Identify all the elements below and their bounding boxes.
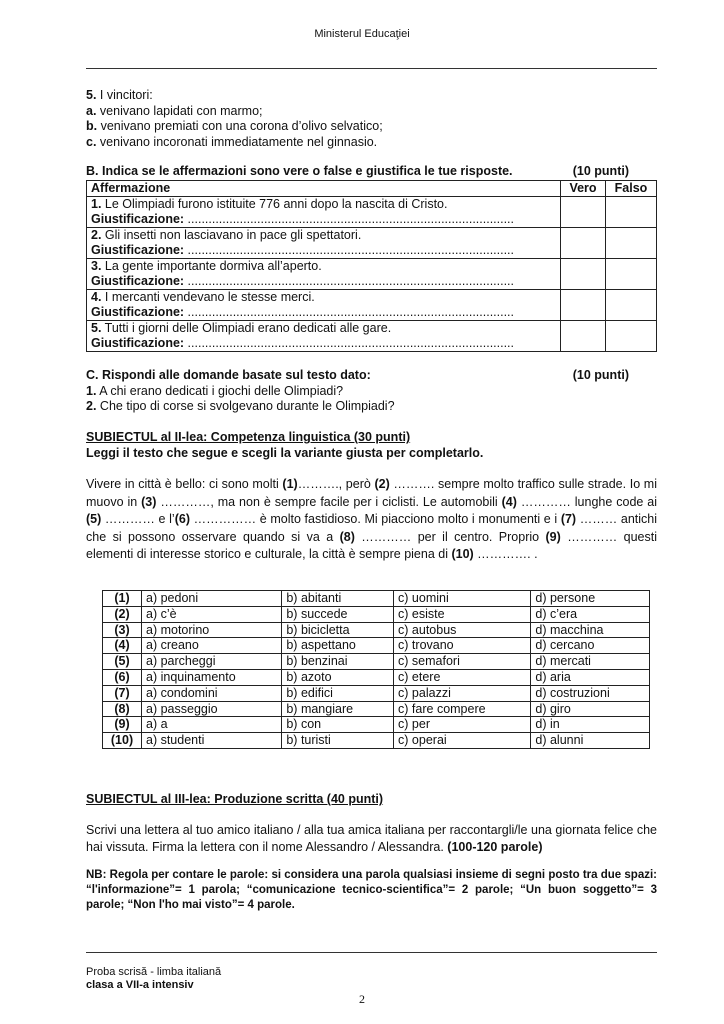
statement-text: I mercanti vendevano le stesse merci. [101, 289, 315, 304]
justification-label: Giustificazione: [91, 335, 185, 350]
statement-cell [87, 227, 561, 258]
table-row [103, 733, 650, 749]
question-number: 1. [86, 383, 97, 398]
q5-option [86, 119, 657, 135]
section-c [86, 368, 657, 415]
section-c-title: C. Rispondi alle domande basate sul testo dato: [86, 368, 371, 382]
falso-checkbox[interactable] [606, 258, 657, 289]
option-cell[interactable]: c) autobus [394, 622, 531, 638]
gap-label: (6) [103, 669, 142, 685]
option-cell[interactable]: c) operai [394, 733, 531, 749]
nb-note [86, 868, 657, 913]
col-affermazione: Affermazione [87, 180, 561, 196]
vero-checkbox[interactable] [561, 227, 606, 258]
vero-checkbox[interactable] [561, 289, 606, 320]
option-cell[interactable]: a) studenti [142, 733, 282, 749]
table-row [103, 717, 650, 733]
option-cell[interactable]: c) etere [394, 669, 531, 685]
subject-2-instruction: Leggi il testo che segue e scegli la variante giusta per completarlo. [86, 445, 484, 460]
statement-number: 1. [91, 196, 102, 211]
col-vero: Vero [561, 180, 606, 196]
statement-text: Gli insetti non lasciavano in pace gli spettatori. [101, 227, 362, 242]
justification-label: Giustificazione: [91, 304, 185, 319]
subject-3 [86, 792, 657, 913]
nb-label: NB: [86, 868, 107, 881]
gap-label: (2) [103, 606, 142, 622]
option-letter: b. [86, 119, 98, 133]
option-cell[interactable]: d) aria [531, 669, 650, 685]
option-cell[interactable]: d) mercati [531, 654, 650, 670]
footer-class: clasa a VII-a intensiv [86, 979, 194, 991]
col-falso: Falso [606, 180, 657, 196]
gap-number: (8) [339, 529, 355, 544]
option-cell[interactable]: b) con [282, 717, 394, 733]
text-fragment: …………… è molto fastidioso. Mi piacciono molto i monumenti e i [189, 512, 561, 526]
option-cell[interactable]: b) aspettano [282, 638, 394, 654]
question-text: Che tipo di corse si svolgevano durante le Olimpiadi? [96, 399, 395, 413]
table-row [103, 654, 650, 670]
justification-field[interactable] [91, 212, 556, 227]
table-row [87, 196, 657, 227]
question-item [86, 384, 657, 400]
justification-label: Giustificazione: [91, 242, 185, 257]
option-letter: c. [86, 134, 97, 149]
task-text: Scrivi una lettera al tuo amico italiano / alla tua amica italiana per raccontargli/le una giornata felice che hai vissuta. Firma la lettera con il nome Alessandro / Alessandra. [86, 822, 657, 854]
option-cell[interactable]: d) in [531, 717, 650, 733]
option-text: venivano premiati con una corona d’olivo selvatico; [97, 119, 383, 133]
option-cell[interactable]: a) creano [142, 638, 282, 654]
table-row [103, 591, 650, 607]
q5-option [86, 135, 657, 151]
gap-label: (9) [103, 717, 142, 733]
table-row [87, 320, 657, 351]
gap-label: (8) [103, 701, 142, 717]
option-cell[interactable]: d) giro [531, 701, 650, 717]
justification-field[interactable] [91, 305, 556, 320]
option-text: venivano incoronati immediatamente nel ginnasio. [96, 134, 378, 149]
statement-text: La gente importante dormiva all’aperto. [101, 258, 322, 273]
q5-number: 5. [86, 88, 97, 102]
falso-checkbox[interactable] [606, 196, 657, 227]
option-cell[interactable]: b) turisti [282, 733, 394, 749]
option-cell[interactable]: a) condomini [142, 685, 282, 701]
justification-label: Giustificazione: [91, 273, 185, 288]
text-fragment: …………. . [473, 547, 538, 561]
q5-text: I vincitori: [96, 88, 153, 102]
option-cell[interactable]: b) succede [282, 606, 394, 622]
question-item [86, 399, 657, 415]
page-number: 2 [359, 992, 365, 1006]
option-cell[interactable]: d) macchina [531, 622, 650, 638]
text-fragment: ………… questi elementi di interesse storico e culturale, la città è sempre piena di [86, 529, 657, 561]
justification-dots: .............................................................................................. [184, 242, 515, 257]
table-row [103, 701, 650, 717]
statement-cell [87, 258, 561, 289]
subject-3-text [86, 822, 657, 856]
justification-label: Giustificazione: [91, 211, 185, 226]
text-fragment: ………. sempre molto traffico sulle strade. Io mi muovo in [86, 477, 657, 509]
option-cell[interactable]: d) costruzioni [531, 685, 650, 701]
options-table-wrap [102, 590, 650, 749]
true-false-table [86, 180, 657, 352]
justification-dots: .............................................................................................. [184, 211, 515, 226]
justification-field[interactable] [91, 243, 556, 258]
option-cell[interactable]: c) uomini [394, 591, 531, 607]
section-b [86, 164, 657, 352]
option-cell[interactable]: c) fare compere [394, 701, 531, 717]
statement-number: 4. [91, 289, 102, 304]
statement-cell [87, 289, 561, 320]
gap-label: (10) [103, 733, 142, 749]
table-row [103, 685, 650, 701]
text-fragment: ………… per il centro. Proprio [354, 529, 546, 544]
option-cell[interactable]: c) trovano [394, 638, 531, 654]
text-fragment: ………… e l’ [101, 512, 175, 526]
option-cell[interactable]: d) persone [531, 591, 650, 607]
gap-number: (3) [141, 494, 157, 509]
section-c-points: (10 punti) [572, 368, 629, 382]
justification-dots: .............................................................................................. [184, 273, 515, 288]
option-cell[interactable]: a) passeggio [142, 701, 282, 717]
statement-number: 2. [91, 227, 102, 242]
option-cell[interactable]: a) c’è [142, 606, 282, 622]
table-row [87, 258, 657, 289]
justification-field[interactable] [91, 274, 556, 289]
table-row [87, 289, 657, 320]
option-cell[interactable]: b) benzinai [282, 654, 394, 670]
justification-field[interactable] [91, 336, 556, 351]
gap-label: (7) [103, 685, 142, 701]
section-b-title: B. Indica se le affermazioni sono vere o false e giustifica le tue risposte. [86, 164, 513, 178]
gap-number: (1) [282, 477, 298, 491]
table-row [103, 669, 650, 685]
vero-checkbox[interactable] [561, 196, 606, 227]
gap-number: (7) [560, 512, 577, 526]
header-divider [86, 68, 657, 69]
justification-dots: .............................................................................................. [184, 304, 515, 319]
statement-number: 5. [91, 320, 102, 335]
cloze-text [86, 476, 657, 564]
option-cell[interactable]: b) bicicletta [282, 622, 394, 638]
option-cell[interactable]: b) mangiare [282, 701, 394, 717]
table-row [103, 622, 650, 638]
option-cell[interactable]: a) inquinamento [142, 669, 282, 685]
text-fragment: ………., però [297, 477, 375, 491]
question-5 [86, 88, 657, 150]
table-row [103, 638, 650, 654]
falso-checkbox[interactable] [606, 227, 657, 258]
option-cell[interactable]: d) alunni [531, 733, 650, 749]
gap-number: (10) [451, 547, 474, 561]
text-fragment: …………, ma non è sempre facile per i ciclisti. Le automobili [156, 494, 502, 509]
gap-label: (3) [103, 622, 142, 638]
question-text: A chi erano dedicati i giochi delle Olimpiadi? [96, 383, 344, 398]
text-fragment: Vivere in città è bello: ci sono molti [86, 477, 283, 491]
gap-label: (1) [103, 591, 142, 607]
gap-label: (5) [103, 654, 142, 670]
vero-checkbox[interactable] [561, 320, 606, 351]
nb-text: Regola per contare le parole: si considera una parola qualsiasi insieme di segni posto tra due spazi: “l'informazione”= 1 parola; “comunicazione tecnico-scientifica”= 2 parole; “Un buon soggetto”= 3 parole; “Non l'ho mai visto”= 4 parole. [86, 868, 657, 911]
subject-2 [86, 430, 657, 564]
subject-3-title: SUBIECTUL al III-lea: Produzione scritta (40 punti) [86, 792, 384, 806]
gap-label: (4) [103, 638, 142, 654]
footer-divider [86, 952, 657, 953]
text-fragment: ………… lunghe code ai [516, 494, 658, 509]
question-number: 2. [86, 399, 97, 413]
option-cell[interactable]: a) a [142, 717, 282, 733]
statement-cell [87, 320, 561, 351]
gap-number: (2) [374, 477, 390, 491]
option-letter: a. [86, 103, 97, 118]
q5-option [86, 104, 657, 120]
gap-number: (9) [545, 529, 561, 544]
falso-checkbox[interactable] [606, 320, 657, 351]
falso-checkbox[interactable] [606, 289, 657, 320]
option-cell[interactable]: a) pedoni [142, 591, 282, 607]
footer-exam: Proba scrisă - limba italiană [86, 966, 222, 978]
option-cell[interactable]: a) motorino [142, 622, 282, 638]
table-row [103, 606, 650, 622]
gap-number: (5) [86, 512, 102, 526]
option-cell[interactable]: a) parcheggi [142, 654, 282, 670]
word-count: (100-120 parole) [447, 839, 543, 854]
gap-number: (6) [174, 512, 190, 526]
page-header: Ministerul Educaţiei [314, 28, 410, 40]
subject-2-title: SUBIECTUL al II-lea: Competenza linguistica (30 punti) [86, 430, 411, 444]
option-cell[interactable]: b) edifici [282, 685, 394, 701]
gap-number: (4) [501, 494, 517, 509]
option-cell[interactable]: b) azoto [282, 669, 394, 685]
option-cell[interactable]: c) semafori [394, 654, 531, 670]
option-cell[interactable]: d) c’era [531, 606, 650, 622]
option-cell[interactable]: d) cercano [531, 638, 650, 654]
table-row [87, 227, 657, 258]
option-cell[interactable]: c) palazzi [394, 685, 531, 701]
option-text: venivano lapidati con marmo; [96, 103, 263, 118]
statement-cell [87, 196, 561, 227]
statement-text: Le Olimpiadi furono istituite 776 anni dopo la nascita di Cristo. [101, 196, 448, 211]
options-table [102, 590, 650, 749]
footer [86, 966, 221, 992]
justification-dots: .............................................................................................. [184, 335, 515, 350]
statement-number: 3. [91, 258, 102, 273]
option-cell[interactable]: c) per [394, 717, 531, 733]
vero-checkbox[interactable] [561, 258, 606, 289]
statement-text: Tutti i giorni delle Olimpiadi erano dedicati alle gare. [101, 320, 392, 335]
option-cell[interactable]: c) esiste [394, 606, 531, 622]
section-b-points: (10 punti) [572, 164, 629, 178]
option-cell[interactable]: b) abitanti [282, 591, 394, 607]
text-fragment: ……… antichi che si possono osservare quando si va a [86, 512, 657, 544]
